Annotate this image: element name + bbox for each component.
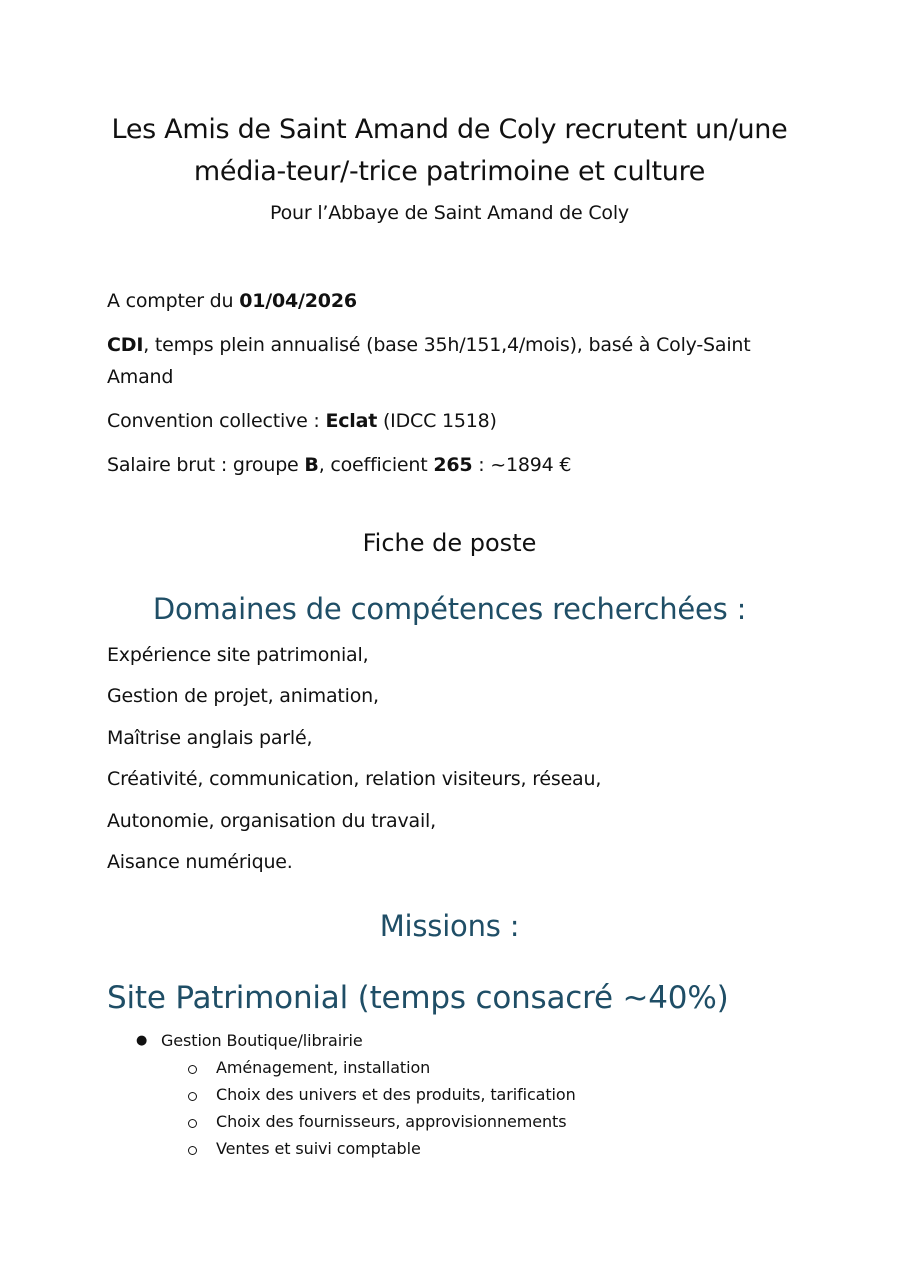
bullet-dot-icon: ● [136, 1033, 148, 1048]
circle-bullet-icon [188, 1092, 197, 1101]
contract-line [107, 329, 797, 361]
fiche-title: Fiche de poste [362, 529, 537, 557]
circle-bullet-icon [188, 1119, 197, 1128]
start-date-line [107, 285, 797, 317]
mission-sub-item: Ventes et suivi comptable [216, 1139, 421, 1158]
start-date-prefix: A compter du [107, 290, 240, 312]
skill-item: Aisance numérique. [107, 851, 293, 873]
document-title-line2: média-teur/-trice patrimoine et culture [193, 156, 706, 187]
skill-item: Maîtrise anglais parlé, [107, 727, 313, 749]
document-title-line1: Les Amis de Saint Amand de Coly recrutent un/une [111, 114, 788, 145]
site-patrimonial-heading: Site Patrimonial (temps consacré ~40%) [107, 980, 729, 1016]
salary-suffix: : ~1894 € [472, 454, 572, 476]
contract-line-continued: Amand [107, 366, 174, 388]
convention-suffix: (IDCC 1518) [377, 410, 497, 432]
convention-name: Eclat [325, 410, 378, 432]
document-subtitle: Pour l’Abbaye de Saint Amand de Coly [270, 202, 629, 224]
salary-line [107, 449, 797, 481]
skills-heading: Domaines de compétences recherchées : [152, 592, 747, 626]
mission-sub-item: Choix des univers et des produits, tarification [216, 1085, 576, 1104]
salary-mid: , coefficient [318, 454, 434, 476]
mission-bullet: Gestion Boutique/librairie [161, 1031, 363, 1050]
circle-bullet-icon [188, 1146, 197, 1155]
skill-item: Créativité, communication, relation visiteurs, réseau, [107, 768, 602, 790]
mission-sub-item: Choix des fournisseurs, approvisionnements [216, 1112, 567, 1131]
convention-line [107, 405, 797, 437]
skill-item: Gestion de projet, animation, [107, 685, 379, 707]
skill-item: Expérience site patrimonial, [107, 644, 369, 666]
salary-prefix: Salaire brut : groupe [107, 454, 305, 476]
salary-group: B [304, 454, 319, 476]
missions-heading: Missions : [379, 909, 520, 943]
circle-bullet-icon [188, 1065, 197, 1074]
mission-sub-item: Aménagement, installation [216, 1058, 431, 1077]
salary-coefficient: 265 [433, 454, 473, 476]
start-date-value: 01/04/2026 [239, 290, 357, 312]
convention-prefix: Convention collective : [107, 410, 326, 432]
contract-type: CDI [107, 334, 144, 356]
skill-item: Autonomie, organisation du travail, [107, 810, 436, 832]
contract-details: , temps plein annualisé (base 35h/151,4/mois), basé à Coly-Saint [143, 334, 751, 356]
